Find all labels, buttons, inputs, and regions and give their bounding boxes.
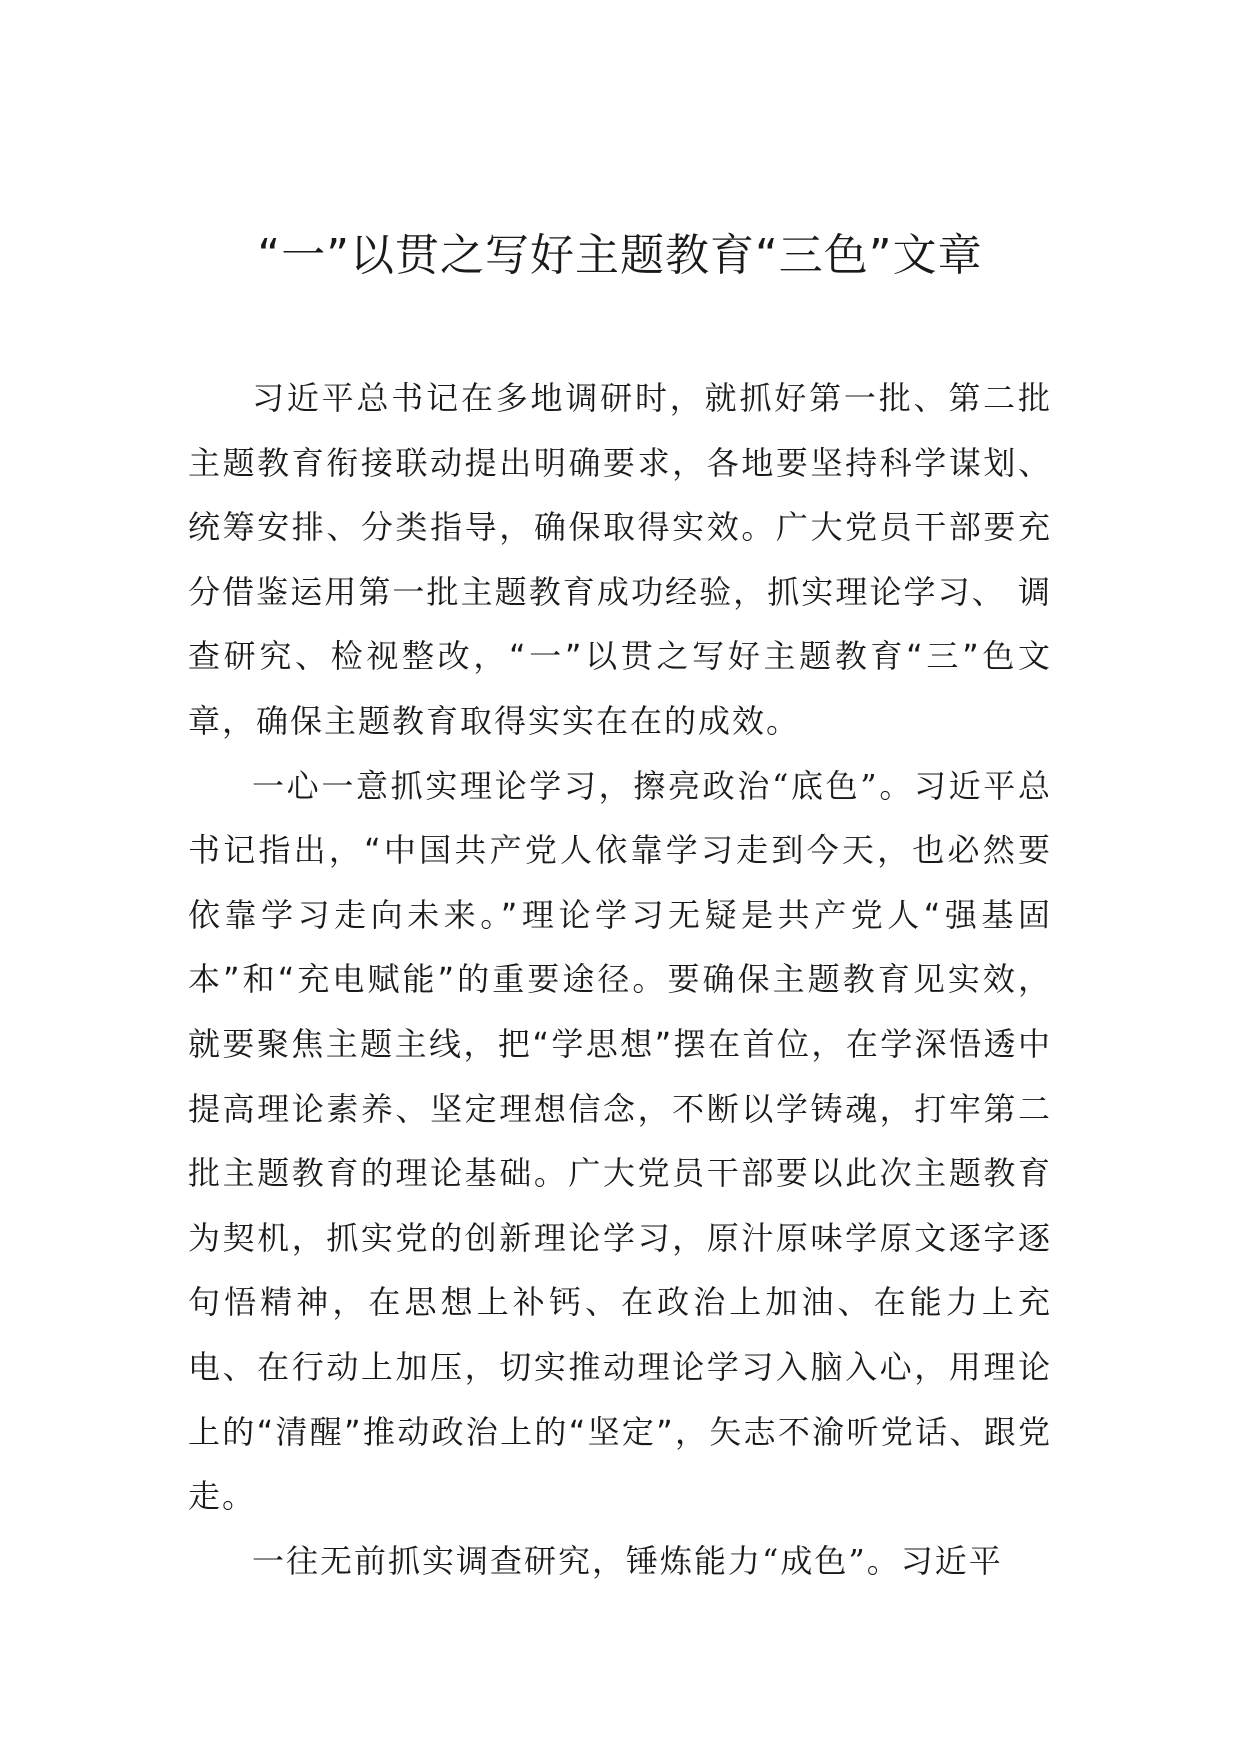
paragraph-intro [188,366,1052,754]
paragraph-lead: 一心一意抓实理论学习，擦亮政治“底色”。 [252,766,914,805]
paragraph-text: 习近平总书记在多地调研时，就抓好第一批、第二批主题教育衔接联动提出明确要求，各地要坚持科学谋划、统筹安排、分类指导，确保取得实效。广大党员干部要充分借鉴运用第一批主题教育成功经验，抓实理论学习、 调查研究、检视整改，“一”以贯之写好主题教育“三”色文章，确保主题教育取得实实在在的成效。 [188,379,1052,740]
paragraph-text: 习近平总书记指出，“中国共产党人依靠学习走到今天，也必然要依靠学习走向未来。”理论学习无疑是共产党人“强基固本”和“充电赋能”的重要途径。要确保主题教育见实效，就要聚焦主题主线，把“学思想”摆在首位，在学深悟透中提高理论素养、坚定理想信念，不断以学铸魂，打牢第二批主题教育的理论基础。广大党员干部要以此次主题教育为契机，抓实党的创新理论学习，原汁原味学原文逐字逐句悟精神，在思想上补钙、在政治上加油、在能力上充电、在行动上加压，切实推动理论学习入脑入心，用理论上的“清醒”推动政治上的“坚定”，矢志不渝听党话、跟党走。 [188,766,1052,1516]
paragraph-research [188,1529,1052,1594]
document-body [188,366,1052,1593]
paragraph-theory-study [188,754,1052,1529]
paragraph-lead: 一往无前抓实调查研究，锤炼能力“成色”。 [252,1541,901,1580]
paragraph-text: 习近平 [900,1541,1003,1580]
document-title: “一”以贯之写好主题教育“三色”文章 [257,230,983,281]
